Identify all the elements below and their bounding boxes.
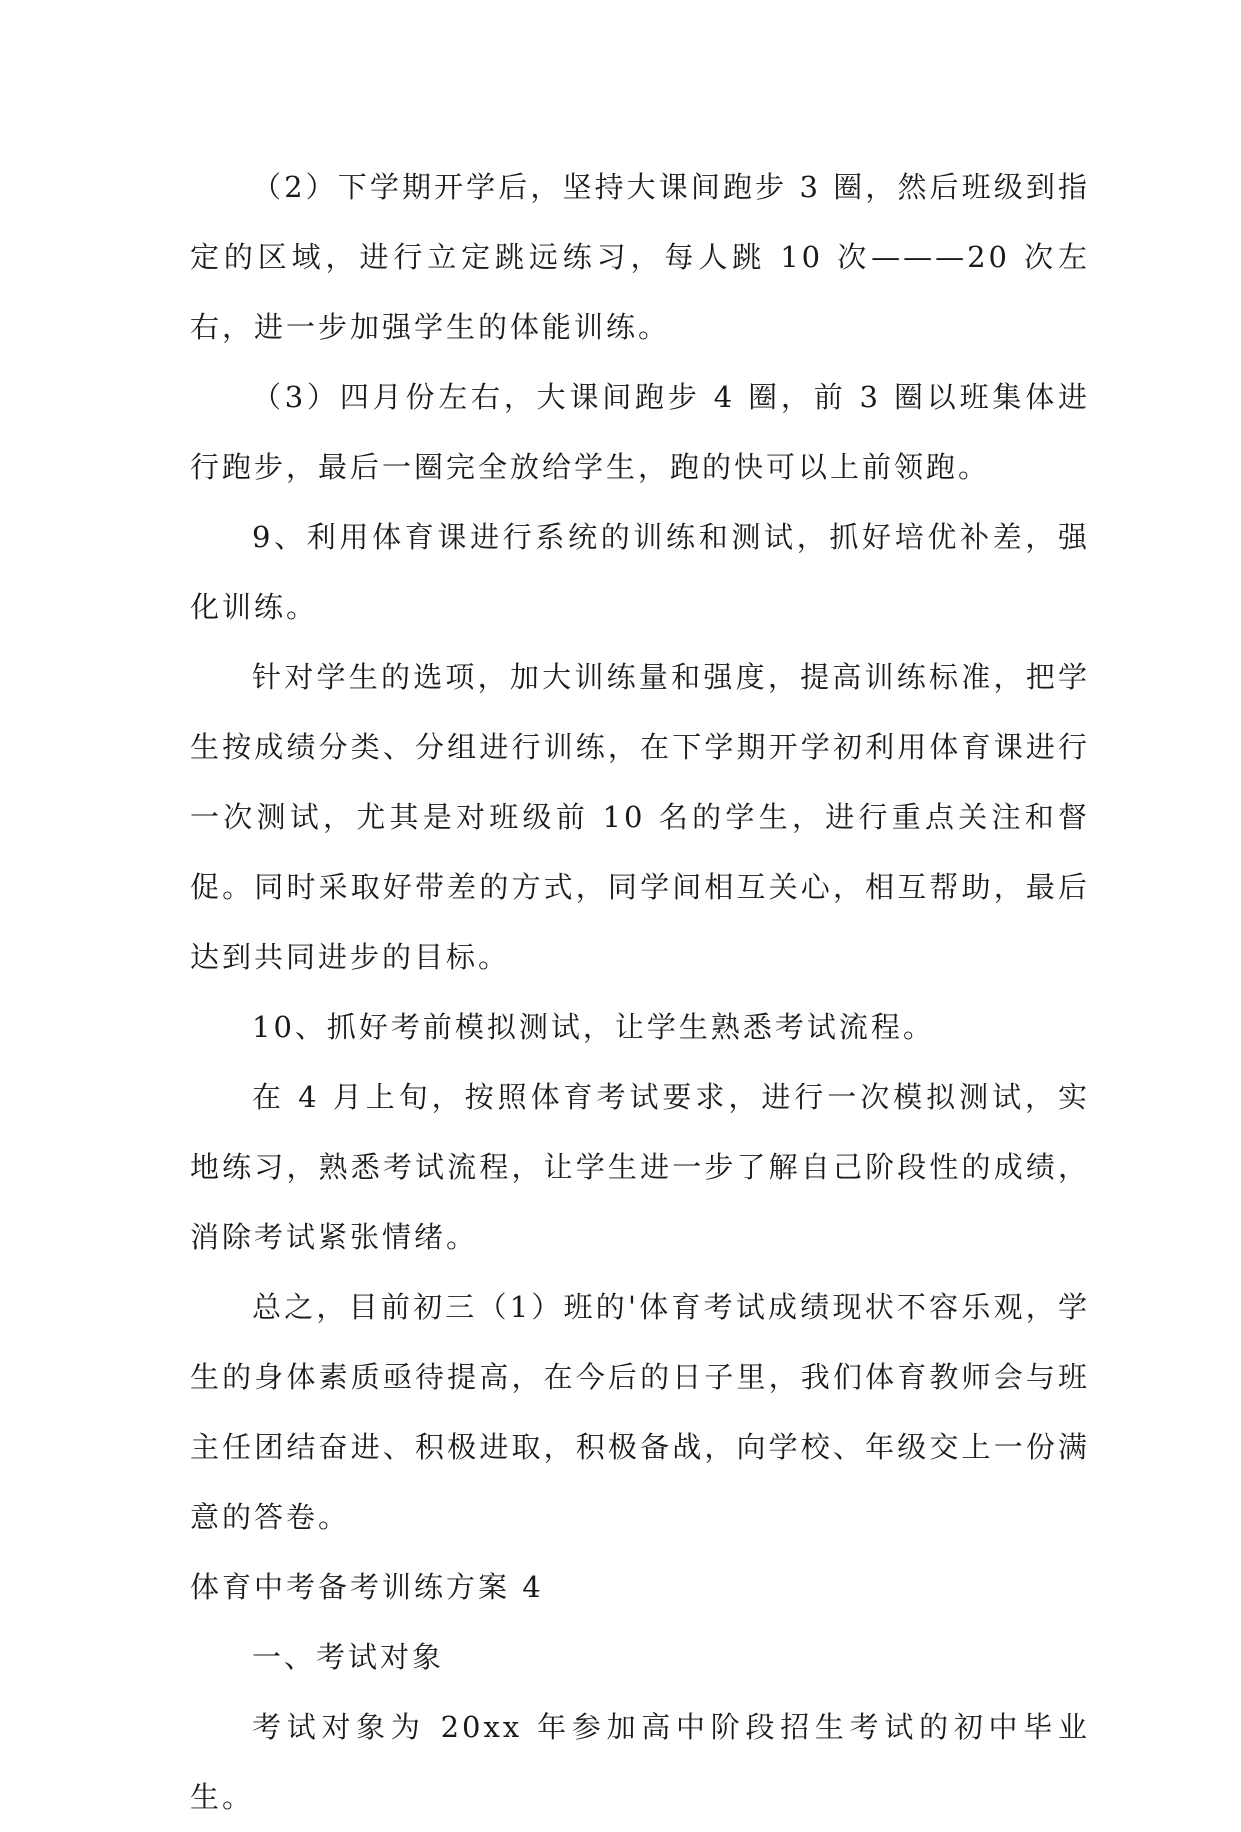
paragraph-exam-target: 考试对象为 20xx 年参加高中阶段招生考试的初中毕业生。 bbox=[190, 1710, 1090, 1814]
subheading-exam-target: 一、考试对象 bbox=[252, 1640, 445, 1674]
paragraph-training-item-3: （3）四月份左右，大课间跑步 4 圈，前 3 圈以班集体进行跑步，最后一圈完全放给学生，跑的快可以上前领跑。 bbox=[190, 380, 1090, 484]
section-title: 体育中考备考训练方案 4 bbox=[190, 1570, 544, 1604]
paragraph-student-options: 针对学生的选项，加大训练量和强度，提高训练标准，把学生按成绩分类、分组进行训练，在下学期开学初利用体育课进行一次测试，尤其是对班级前 10 名的学生，进行重点关注和督促。同时采取好带差的方式，同学间相互关心，相互帮助，最后达到共同进步的目标。 bbox=[190, 660, 1090, 974]
paragraph-point-10: 10、抓好考前模拟测试，让学生熟悉考试流程。 bbox=[252, 1010, 935, 1044]
paragraph-conclusion: 总之，目前初三（1）班的'体育考试成绩现状不容乐观，学生的身体素质亟待提高，在今后的日子里，我们体育教师会与班主任团结奋进、积极进取，积极备战，向学校、年级交上一份满意的答卷。 bbox=[190, 1290, 1090, 1534]
paragraph-training-item-2: （2）下学期开学后，坚持大课间跑步 3 圈，然后班级到指定的区域，进行立定跳远练习，每人跳 10 次———20 次左右，进一步加强学生的体能训练。 bbox=[190, 170, 1090, 344]
paragraph-point-9: 9、利用体育课进行系统的训练和测试，抓好培优补差，强化训练。 bbox=[190, 520, 1090, 624]
document-page bbox=[190, 152, 1090, 1832]
paragraph-mock-test: 在 4 月上旬，按照体育考试要求，进行一次模拟测试，实地练习，熟悉考试流程，让学生进一步了解自己阶段性的成绩，消除考试紧张情绪。 bbox=[190, 1080, 1090, 1254]
